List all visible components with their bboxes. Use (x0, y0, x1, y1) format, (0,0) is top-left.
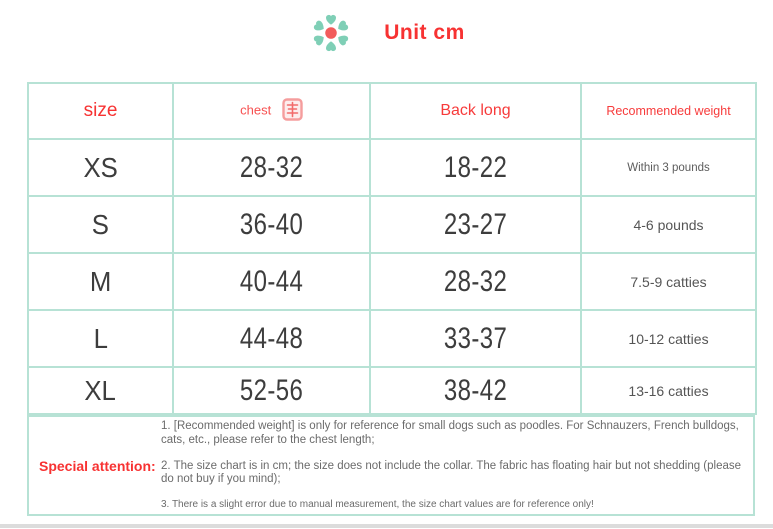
back-long-value: 33-37 (443, 321, 508, 355)
column-header-chest-label: chest (240, 102, 272, 118)
back-long-value: 38-42 (443, 373, 508, 407)
size-value: XS (83, 151, 118, 183)
weight-value: 10-12 catties (581, 310, 756, 367)
chest-value: 36-40 (239, 207, 304, 241)
size-value: S (91, 208, 110, 240)
size-value: M (89, 265, 112, 297)
size-chart-table (27, 82, 757, 415)
column-header-recommended-weight: Recommended weight (581, 83, 756, 139)
flower-icon (308, 10, 354, 56)
page-header (0, 0, 773, 64)
table-row-xs (28, 139, 756, 196)
special-attention-label: Special attention: (39, 457, 156, 474)
chest-value: 40-44 (239, 264, 304, 298)
column-header-back-long: Back long (370, 83, 581, 139)
note-item-2: 2. The size chart is in cm; the size does not include the collar. The fabric has floating hair but not shedding (please do not buy if you mind); (161, 459, 742, 485)
table-row-s (28, 196, 756, 253)
weight-value: 7.5-9 catties (581, 253, 756, 310)
column-header-chest (173, 83, 370, 139)
chest-value: 44-48 (239, 321, 304, 355)
note-item-1: 1. [Recommended weight] is only for reference for small dogs such as poodles. For Schnauzers, French bulldogs, cats, etc., please refer to the chest length; (161, 420, 739, 446)
chest-value: 28-32 (239, 150, 304, 184)
note-item-3: 3. There is a slight error due to manual measurement, the size chart values are for reference only! (161, 499, 594, 511)
weight-value: 4-6 pounds (581, 196, 756, 253)
back-long-value: 18-22 (443, 150, 508, 184)
chest-value: 52-56 (239, 373, 304, 407)
chest-girth-stamp-icon (282, 98, 303, 121)
back-long-value: 28-32 (443, 264, 508, 298)
weight-value: 13-16 catties (581, 367, 756, 414)
special-attention-notes (161, 420, 753, 510)
size-value: L (93, 322, 108, 354)
header-row (28, 83, 756, 139)
table-row-xl (28, 367, 756, 414)
table-row-l (28, 310, 756, 367)
page-title: Unit cm (384, 21, 465, 44)
size-value: XL (84, 374, 117, 406)
table-row-m (28, 253, 756, 310)
bottom-divider (0, 524, 773, 528)
weight-value: Within 3 pounds (581, 139, 756, 196)
special-attention-box (27, 415, 755, 516)
back-long-value: 23-27 (443, 207, 508, 241)
column-header-size: size (28, 83, 173, 139)
